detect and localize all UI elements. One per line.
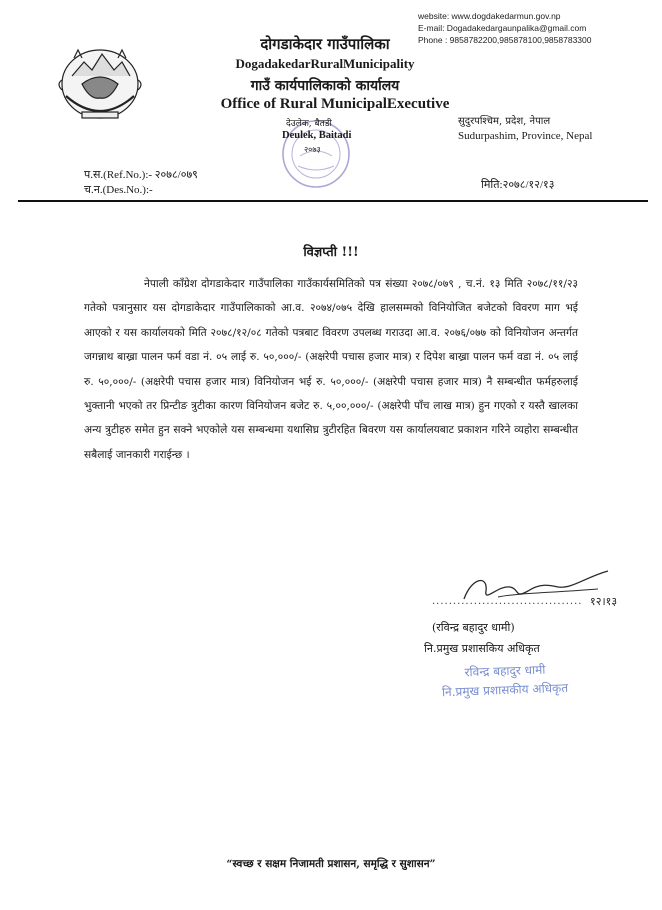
nepal-emblem-icon: [52, 40, 148, 126]
signature-date: १२।१३: [590, 596, 618, 608]
office-name-np: गाउँ कार्यपालिकाको कार्यालय: [250, 78, 400, 94]
footer-motto: “स्वच्छ र सक्षम निजामती प्रशासन, समृद्धि र सुशासन”: [226, 858, 436, 870]
website-text: website: www.dogdakedarmun.gov.np: [418, 11, 561, 21]
province-en: Sudurpashim, Province, Nepal: [458, 130, 593, 142]
signatory-name: (रविन्द्र बहादुर धामी): [432, 621, 515, 634]
address-np: देउलेक, बैतडी: [286, 119, 332, 129]
dispatch-number: च.न.(Des.No.):-: [84, 184, 153, 196]
email-text: E-mail: Dogadakedargaunpalika@gmail.com: [418, 23, 587, 33]
phone-text: Phone : 9858782200,985878100,9858783300: [418, 35, 592, 45]
reference-number: प.स.(Ref.No.):- २०७८/०७९: [84, 169, 198, 181]
letter-date: मिति:२०७८/१२/१३: [481, 179, 555, 191]
signature-line: ....................................: [432, 596, 583, 607]
municipality-name-en: DogadakedarRuralMunicipality: [235, 56, 415, 71]
contact-block: [418, 10, 591, 46]
province-np: सुदुरपश्चिम, प्रदेश, नेपाल: [458, 116, 551, 127]
signatory-title: नि.प्रमुख प्रशासकिय अधिकृत: [424, 642, 540, 655]
seal-title: नि.प्रमुख प्रशासकीय अधिकृत: [441, 680, 569, 700]
office-name-en: Office of Rural MunicipalExecutive: [220, 96, 450, 112]
established-year: २०७३: [304, 145, 321, 154]
seal-name: रविन्द्र बहादुर धामी: [464, 662, 546, 680]
notice-body: नेपाली काँग्रेश दोगडाकेदार गाउँपालिका गाउँकार्यसमितिको पत्र संख्या २०७८/०७९ , च.नं. १३ मिति २०७८/११/२३ गतेको पत्रानुसार यस दोगडाकेदार गाउँपालिकाको आ.व. २०७४/०७५ देखि हालसम्मको विनियोजित बजेटको विवरण माग भई आएको र यस कार्यालयको मिति २०७८/१२/०८ गतेको पत्रबाट विवरण उपलब्ध गराउदा आ.व. २०७६/०७७ को विनियोजन अन्तर्गत जगन्नाथ बाख्रा पालन फर्म वडा नं. ०५ लाई रु. ५०,०००/- (अक्षरेपी पचास हजार मात्र) र दिपेश बाख्रा पालन फर्म वडा नं. ०५ लाई रु. ५०,०००/- (अक्षरेपी पचास हजार मात्र) विनियोजन भई रु. ५०,०००/- (अक्षरेपी पचास हजार मात्र) नै सम्बन्धीत फर्महरुलाई भुक्तानी भएको तर प्रिन्टीङ त्रुटीका कारण विनियोजन बजेट रु. ५,००,०००/- (अक्षरेपी पाँच लाख मात्र) हुन गएको र यस्तै खालका अन्य त्रुटीहरु समेत हुन सक्ने भएकोले यस सम्बन्धमा यथासिघ्र त्रुटीरहित बिवरण यस कार्यालयबाट प्रकाशन गरिने व्यहोरा सम्बन्धीत सबैलाई जानकारी गराईन्छ ।: [84, 278, 578, 461]
municipality-name-np: दोगडाकेदार गाउँपालिका: [260, 35, 390, 53]
header-divider: [18, 200, 648, 202]
address-en: Deulek, Baitadi: [282, 130, 352, 141]
notice-title: विज्ञप्ती !!!: [303, 245, 359, 260]
